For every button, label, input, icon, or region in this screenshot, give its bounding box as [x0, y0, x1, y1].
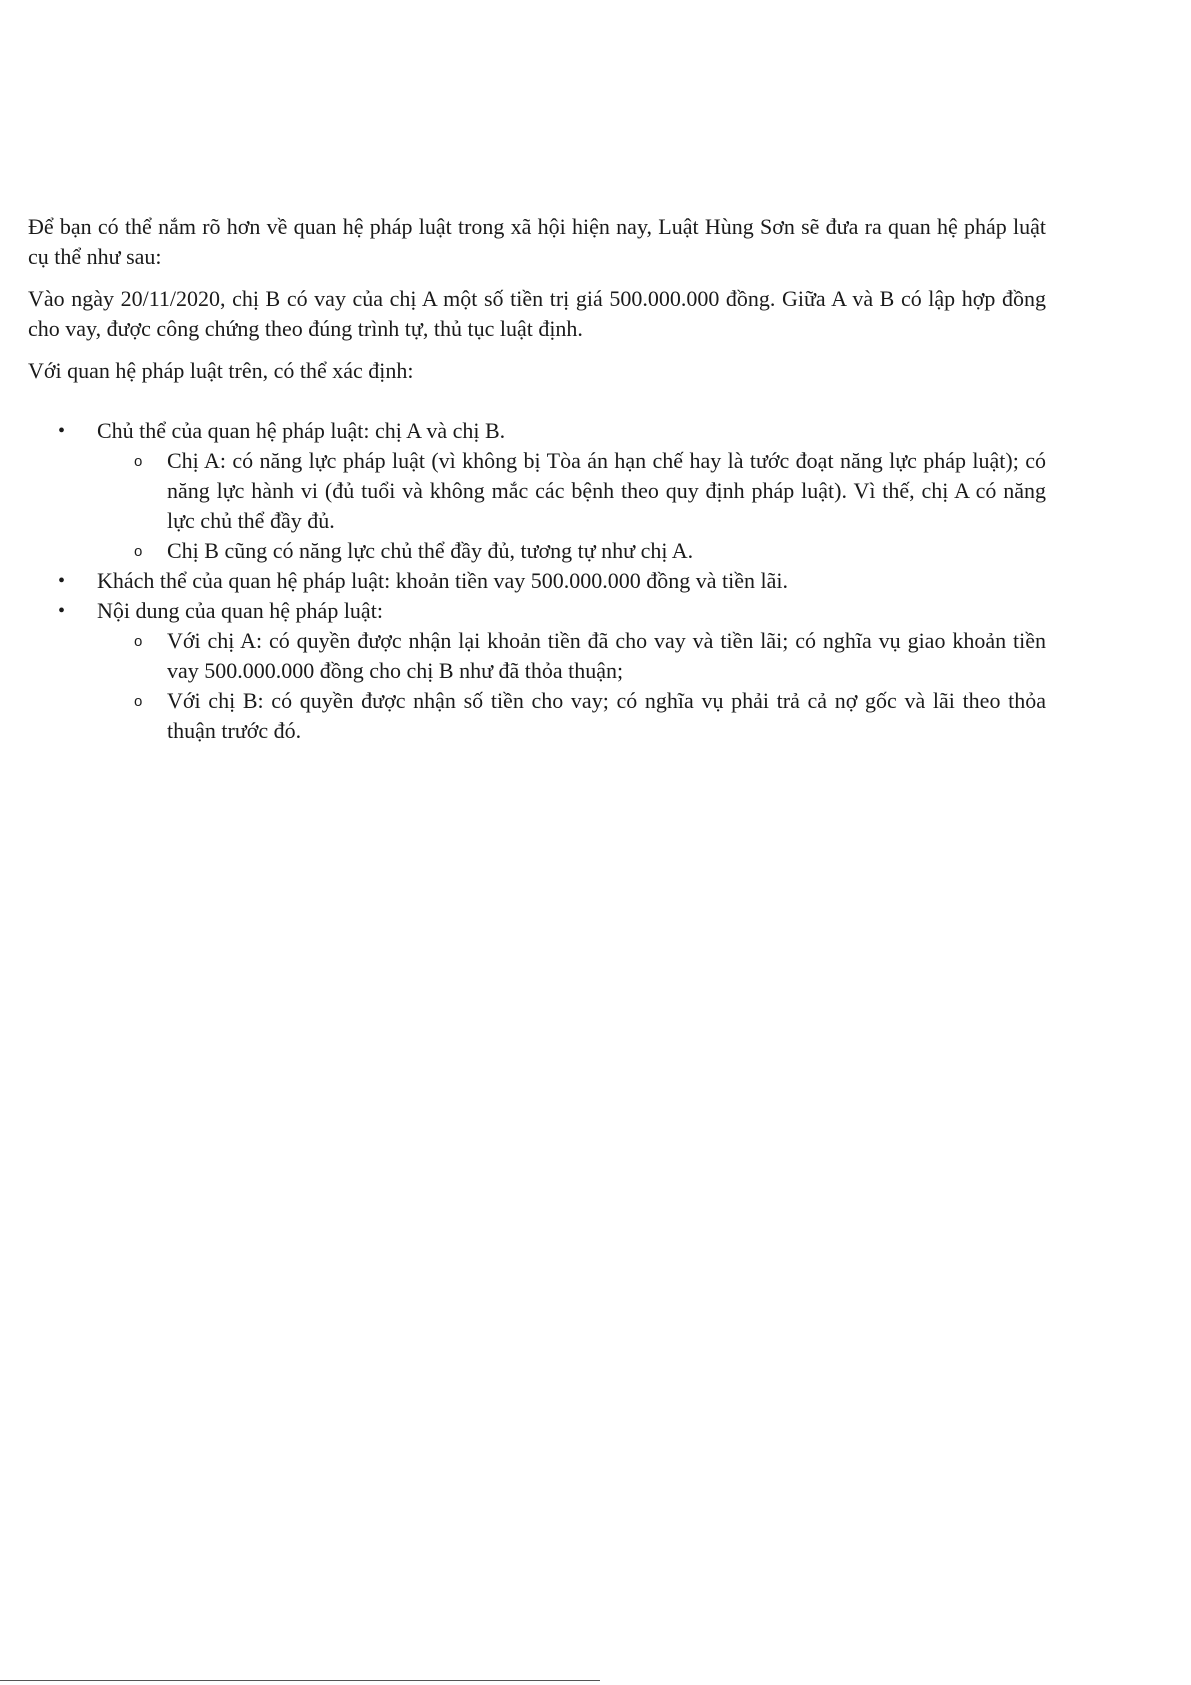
bullet-icon: •	[58, 600, 66, 622]
sub-list-item	[28, 686, 1046, 746]
analysis-list	[28, 416, 1046, 746]
sub-list-item	[28, 446, 1046, 536]
list-item-content	[28, 596, 1046, 746]
document-page	[28, 212, 1046, 746]
circle-bullet-icon: o	[134, 453, 143, 470]
list-item-text: Chủ thể của quan hệ pháp luật: chị A và chị B.	[97, 418, 506, 443]
sub-item-text: Với chị A: có quyền được nhận lại khoản tiền đã cho vay và tiền lãi; có nghĩa vụ giao khoản tiền vay 500.000.000 đồng cho chị B như đã thỏa thuận;	[167, 628, 1046, 683]
sub-list	[97, 446, 1046, 566]
sub-list-item	[28, 626, 1046, 686]
bullet-icon: •	[58, 420, 66, 442]
sub-item-text: Chị A: có năng lực pháp luật (vì không bị Tòa án hạn chế hay là tước đoạt năng lực pháp luật); có năng lực hành vi (đủ tuổi và không mắc các bệnh theo quy định pháp luật). Vì thế, chị A có năng lực chủ thể đầy đủ.	[167, 448, 1046, 533]
list-item-object	[28, 566, 1046, 596]
sub-item-text: Với chị B: có quyền được nhận số tiền cho vay; có nghĩa vụ phải trả cả nợ gốc và lãi theo thỏa thuận trước đó.	[167, 688, 1046, 743]
example-paragraph: Vào ngày 20/11/2020, chị B có vay của chị A một số tiền trị giá 500.000.000 đồng. Giữa A và B có lập hợp đồng cho vay, được công chứng theo đúng trình tự, thủ tục luật định.	[28, 286, 1046, 341]
circle-bullet-icon: o	[134, 543, 143, 560]
bullet-icon: •	[58, 570, 66, 592]
sub-list-item	[28, 536, 1046, 566]
circle-bullet-icon: o	[134, 633, 143, 650]
lead-paragraph: Với quan hệ pháp luật trên, có thể xác định:	[28, 358, 414, 383]
sub-list	[97, 626, 1046, 746]
list-item-text: Nội dung của quan hệ pháp luật:	[97, 598, 383, 623]
list-item-subjects	[28, 416, 1046, 566]
list-item-text: Khách thể của quan hệ pháp luật: khoản tiền vay 500.000.000 đồng và tiền lãi.	[97, 568, 788, 593]
sub-item-text: Chị B cũng có năng lực chủ thể đầy đủ, tương tự như chị A.	[167, 538, 694, 563]
intro-paragraph: Để bạn có thể nắm rõ hơn về quan hệ pháp luật trong xã hội hiện nay, Luật Hùng Sơn sẽ đưa ra quan hệ pháp luật cụ thể như sau:	[28, 214, 1046, 269]
footnote-divider	[0, 1680, 600, 1681]
circle-bullet-icon: o	[134, 693, 143, 710]
